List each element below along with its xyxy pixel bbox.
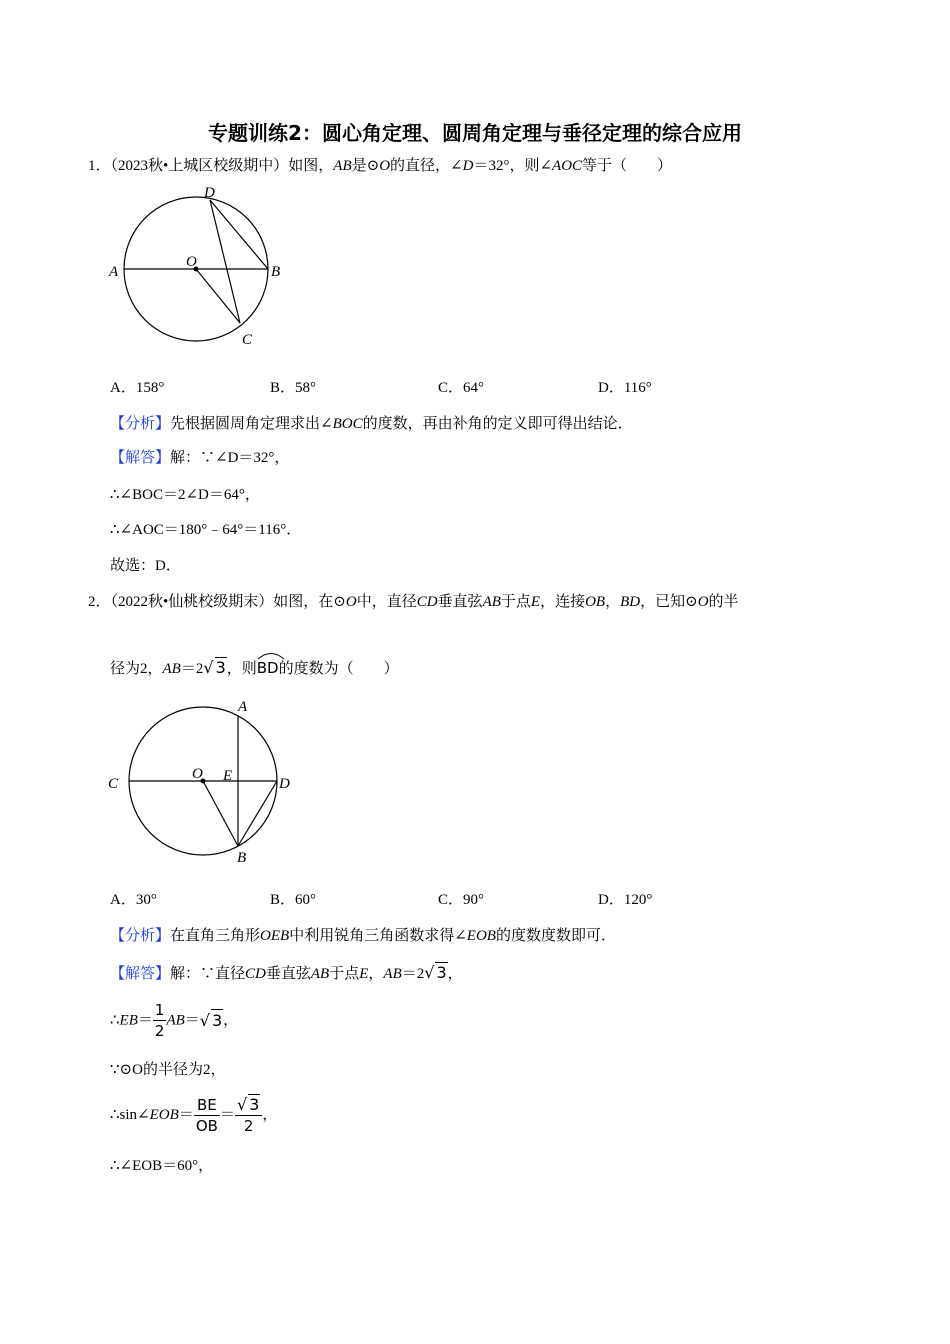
label-c: C — [108, 776, 119, 792]
label-b: B — [237, 850, 247, 866]
question-number: 2． — [88, 594, 111, 610]
q1-option-b: B．58° — [270, 380, 317, 396]
q2-option-c: C．90° — [438, 892, 485, 908]
fraction-sqrt3-over-2: $\frac{√ 3}{2}$ — [235, 1094, 262, 1136]
segment-bd — [238, 781, 277, 846]
q1-solution-line-3: ∴∠AOC＝180°﹣64°＝116°． — [110, 522, 302, 538]
q2-solution-line-4: ∴sin∠EOB＝ $\frac{BE}{OB}$ ＝ $\frac{√ 3}{2}$ ， — [110, 1095, 278, 1135]
page-title: 专题训练2：圆心角定理、圆周角定理与垂径定理的综合应用 — [208, 121, 742, 145]
question-1-stem: 1．（2023秋•上城区校级期中）如图，AB是⊙O的直径，∠D＝32°，则∠AOC等于（ ） — [88, 158, 673, 174]
q2-option-d: D．120° — [598, 892, 653, 908]
label-a: A — [109, 264, 119, 280]
q1-option-d: D．116° — [598, 380, 652, 396]
label-a: A — [238, 699, 248, 715]
q2-solution-line-2: ∴EB＝ $\frac{1}{2}$ AB＝√ 3， — [110, 1001, 239, 1040]
label-d: D — [279, 776, 290, 792]
question-1-figure — [100, 180, 300, 355]
label-c: C — [242, 332, 253, 348]
q1-answer: 故选：D． — [110, 558, 181, 574]
q2-option-a: A．30° — [110, 892, 157, 908]
fraction-be-ob: $\frac{BE}{OB}$ — [195, 1095, 218, 1135]
q2-analysis: 【分析】在直角三角形OEB中利用锐角三角函数求得∠EOB的度数度数即可． — [110, 928, 616, 944]
label-d: D — [204, 185, 215, 201]
segment-ob — [203, 781, 238, 846]
q1-option-a: A．158° — [110, 380, 165, 396]
question-2-stem: 2．（2022秋•仙桃校级期末）如图，在⊙O中，直径CD垂直弦AB于点E，连接OB，BD，已知⊙O的半 — [88, 594, 739, 610]
sqrt-3: √ 3 — [203, 658, 226, 677]
q1-analysis: 【分析】先根据圆周角定理求出∠BOC的度数，再由补角的定义即可得出结论． — [110, 416, 633, 432]
label-e: E — [223, 768, 233, 784]
label-b: B — [271, 264, 281, 280]
q2-solution-line-5: ∴∠EOB＝60°， — [110, 1158, 214, 1174]
arc-bd: BD — [257, 658, 279, 678]
label-o: O — [192, 766, 203, 782]
q2-option-b: B．60° — [270, 892, 317, 908]
q2-solution-line-3: ∵⊙O的半径为2， — [110, 1062, 226, 1078]
q2-solution-line-1: 【解答】解：∵直径CD垂直弦AB于点E，AB＝2√ 3， — [110, 963, 463, 982]
fraction-one-half: $\frac{1}{2}$ — [154, 1001, 165, 1040]
q1-option-c: C．64° — [438, 380, 485, 396]
question-number: 1． — [88, 158, 111, 174]
q1-solution-line-2: ∴∠BOC＝2∠D＝64°， — [110, 487, 260, 503]
label-o: O — [186, 254, 197, 270]
q1-solution-line-1: 【解答】解：∵∠D＝32°， — [110, 450, 290, 466]
question-2-figure — [100, 696, 300, 866]
question-2-stem-line-2: 径为2，AB＝2√ 3，则 BD的度数为（ ） — [110, 657, 399, 679]
